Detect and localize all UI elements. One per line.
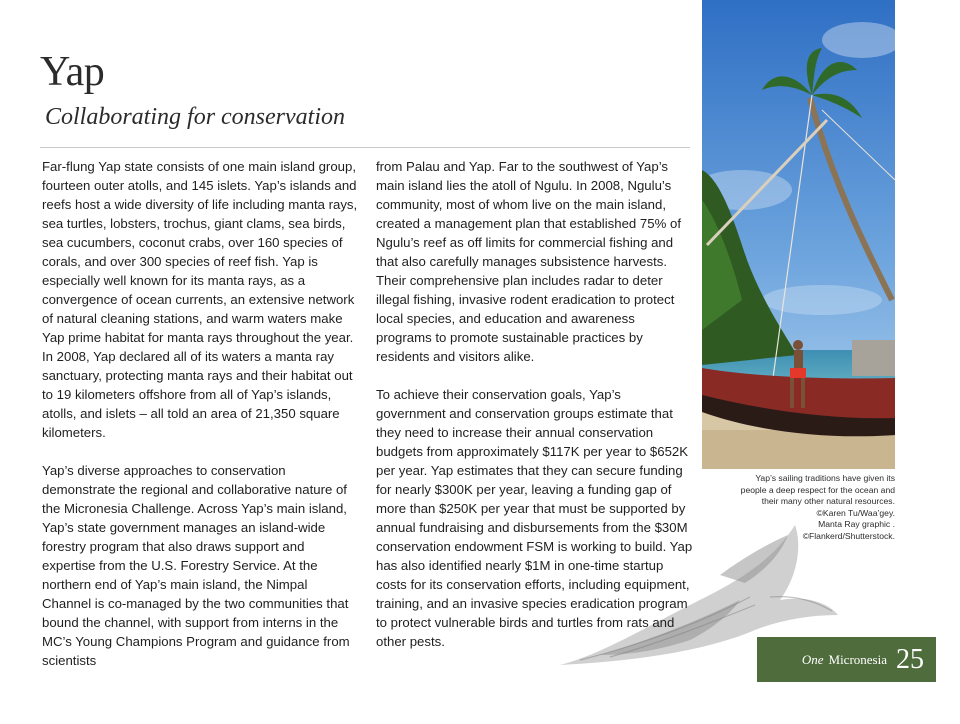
caption-line: Manta Ray graphic .	[818, 519, 895, 530]
caption-line: ©Flankerd/Shutterstock.	[802, 530, 895, 541]
title-divider	[40, 147, 690, 148]
caption-line: people a deep respect for the ocean and	[740, 484, 895, 495]
paragraph: Far-flung Yap state consists of one main island group, fourteen outer atolls, and 145 islets. Yap’s islands and reefs host a wide diversity of life including manta rays, sea turtles, lobsters, trochus, giant clams, sea birds, sea cucumbers, coconut crabs, over 160 species of corals, and over 300 species of reef fish. Yap is especially well known for its manta rays, as a convergence of ocean currents, an extensive network of natural cleaning stations, and warm waters make Yap prime habitat for manta rays throughout the year. In 2008, Yap declared all of its waters a manta ray sanctuary, protecting manta rays and their habitat out to 19 kilometers offshore from all of Yap’s islands, atolls, and islets – all told an area of 21,350 square kilometers.	[42, 159, 358, 440]
paragraph: from Palau and Yap. Far to the southwest of Yap’s main island lies the atoll of Ngulu. In 2008, Ngulu’s community, most of whom live on the main island, created a management plan that established 75% of Ngulu’s reef as off limits for commercial fishing and that also carefully manages subsistence harvests. Their comprehensive plan includes radar to deter illegal fishing, invasive rodent eradication to protect local species, and education and awareness programs to promote sustainable practices by residents and visitors alike.	[376, 159, 681, 364]
photo-caption	[704, 473, 895, 543]
page-number: 25	[896, 643, 924, 675]
caption-line: Yap’s sailing traditions have given its	[755, 473, 895, 483]
footer-brand: Micronesia	[828, 651, 887, 667]
footer-brand-italic: One	[801, 651, 824, 667]
caption-line: their many other natural resources.	[761, 496, 895, 507]
sailing-canoe-photo	[702, 0, 895, 469]
caption-line: ©Karen Tu/Waa’gey.	[816, 507, 895, 518]
page-footer	[757, 637, 936, 682]
article-column-left	[42, 157, 358, 689]
page-title: Yap	[40, 49, 105, 95]
paragraph: To achieve their conservation goals, Yap’s government and conservation groups estimate that they need to increase their annual conservation budgets from approximately $117K per year to $652K per year. Yap estimates that they can secure funding for nearly $300K per year, leaving a funding gap of more than $250K per year that must be supported by annual fundraising and disbursements from the $30M conservation endowment FSM is working to build. Yap has also identified nearly $1M in one-time startup costs for its conservation efforts, including equipment, training, and an invasive species eradication program to protect vulnerable birds and turtles from rats and other pests.	[376, 387, 693, 649]
paragraph: Yap’s diverse approaches to conservation demonstrate the regional and collaborative nature of the Micronesia Challenge. Across Yap’s main island, Yap’s state government manages an island-wide forestry program that also draws support and expertise from the U.S. Forestry Service. At the northern end of Yap’s main island, the Nimpal Channel is co-managed by the two communities that bound the channel, with support from interns in the MC’s Young Champions Program and guidance from scientists	[42, 463, 350, 668]
page-subtitle: Collaborating for conservation	[45, 104, 345, 130]
article-column-right	[376, 157, 694, 670]
